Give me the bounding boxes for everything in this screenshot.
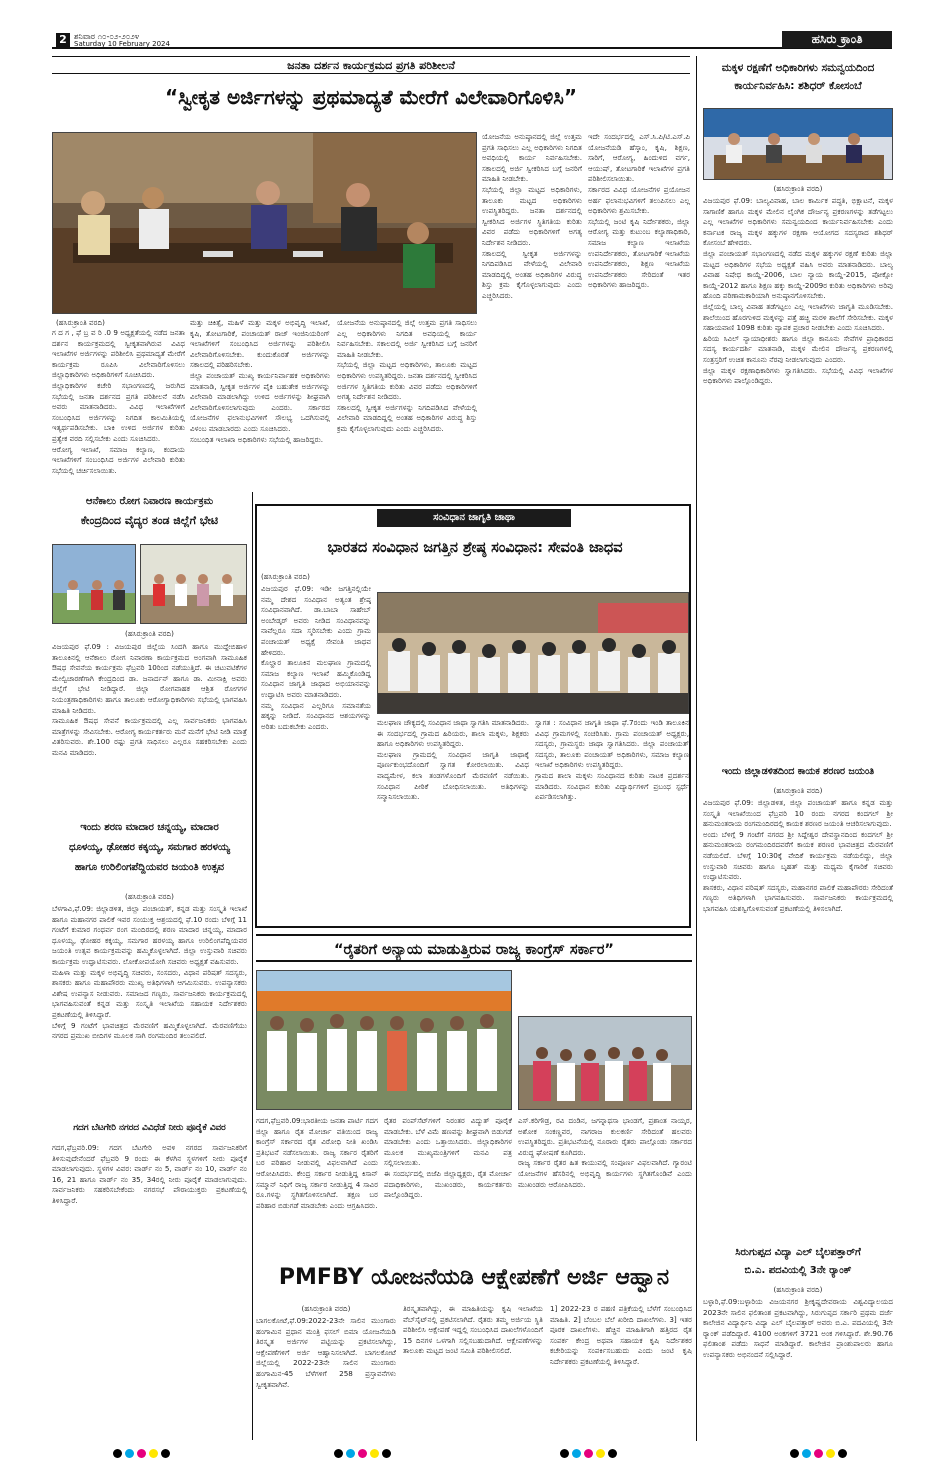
registration-dot bbox=[826, 1449, 835, 1458]
registration-dot bbox=[161, 1449, 170, 1458]
registration-dot bbox=[149, 1449, 158, 1458]
registration-dot bbox=[382, 1449, 391, 1458]
story-byline: (ಹಸಿರುಕ್ರಾಂತಿ ವರದಿ) bbox=[773, 1285, 823, 1294]
story-body: ವಿಜಯಪುರ ಫೆ.09 : ವಿಜಯಪುರ ಜಿಲ್ಲೆಯ ಸಿಂದಗಿ ಹಾಗೂ ಮುದ್ದೇಬಿಹಾಳ ತಾಲೂಕಿನಲ್ಲಿ ಆನೆಕಾಲು ರೋಗ ನಿವಾರಣಾ ಕಾರ್ಯಕ್ರಮದ ಅಂಗವಾಗಿ ಸಾಮೂಹಿಕ ಔಷಧ ಸೇವನೆಯ ಕಾರ್ಯಕ್ರಮ ಫೆಬ್ರವರಿ 10ರಿಂದ ನಡೆಯುತ್ತಿದೆ. ಈ ಚಟುವಟಿಕೆಗಳ ಮೇಲ್ವಿಚಾರಣೆಗಾಗಿ ಕೇಂದ್ರದಿಂದ ಡಾ. ಜನಾರ್ದನ್ ಹಾಗೂ ಡಾ. ಮೀನಾಕ್ಷಿ ಅವರು ಜಿಲ್ಲೆಗೆ ಭೇಟಿ ನೀಡಿದ್ದಾರೆ. ಜಿಲ್ಲಾ ರೋಗವಾಹಕ ಆಶ್ರಿತ ರೋಗಗಳ ನಿಯಂತ್ರಣಾಧಿಕಾರಿಗಳು ಹಾಗೂ ತಾಲೂಕು ಆರೋಗ್ಯಾಧಿಕಾರಿಗಳು ಸಭೆಯಲ್ಲಿ ಭಾಗವಹಿಸಿ ಮಾಹಿತಿ ನೀಡಿದರು. ಸಾಮೂಹಿಕ ಔಷಧ ಸೇವನೆ ಕಾರ್ಯಕ್ರಮದಲ್ಲಿ ಎಲ್ಲ ಸಾರ್ವಜನಿಕರು ಭಾಗವಹಿಸಿ ಮಾತ್ರೆಗಳನ್ನು ಸೇವಿಸಬೇಕು. ಆರೋಗ್ಯ ಕಾರ್ಯಕರ್ತರು ಮನೆ ಮನೆಗೆ ಭೇಟಿ ನೀಡಿ ಮಾತ್ರೆ ವಿತರಿಸುವರು. ಶೇ.100 ರಷ್ಟು ಪ್ರಗತಿ ಸಾಧಿಸಲು ಎಲ್ಲರೂ ಸಹಕರಿಸಬೇಕು ಎಂದು ಮನವಿ ಮಾಡಿದರು. bbox=[52, 642, 247, 757]
story-headline: ಕಾರ್ಯನಿರ್ವಹಿಸಿ: ಶಶಿಧರ್ ಕೋಸಂಬೆ bbox=[734, 80, 862, 92]
story-byline: (ಹಸಿರುಕ್ರಾಂತಿ ವರದಿ) bbox=[301, 1304, 351, 1313]
registration-dot bbox=[802, 1449, 811, 1458]
registration-dot bbox=[572, 1449, 581, 1458]
masthead bbox=[52, 32, 892, 49]
registration-dot bbox=[814, 1449, 823, 1458]
story-body: ವಿಜಯಪುರ ಫೆ.09: ಜಿಲ್ಲಾಡಳಿತ, ಜಿಲ್ಲಾ ಪಂಚಾಯತ್ ಹಾಗೂ ಕನ್ನಡ ಮತ್ತು ಸಂಸ್ಕೃತಿ ಇಲಾಖೆಯಿಂದ ಫೆಬ್ರವರಿ 10 ರಂದು ನಗರದ ಕಂದಗಲ್ ಶ್ರೀ ಹನುಮಂತರಾಯ ರಂಗಮಂದಿರದಲ್ಲಿ ಕಾಯಕ ಶರಣರ ಜಯಂತಿ ಆಚರಿಸಲಾಗುವುದು. ಅಂದು ಬೆಳಿಗ್ಗೆ 9 ಗಂಟೆಗೆ ನಗರದ ಶ್ರೀ ಸಿದ್ದೇಶ್ವರ ದೇವಸ್ಥಾನದಿಂದ ಕಂದಗಲ್ ಶ್ರೀ ಹನುಮಂತರಾಯ ರಂಗಮಂದಿರದವರೆಗೆ ಕಾಯಕ ಶರಣರ ಭಾವಚಿತ್ರದ ಮೆರವಣಿಗೆ ನಡೆಯಲಿದೆ. ಬೆಳಿಗ್ಗೆ 10:30ಕ್ಕೆ ವೇದಿಕೆ ಕಾರ್ಯಕ್ರಮ ನಡೆಯಲಿದ್ದು, ಜಿಲ್ಲಾ ಉಸ್ತುವಾರಿ ಸಚಿವರು ಹಾಗೂ ಬೃಹತ್ ಮತ್ತು ಮಧ್ಯಮ ಕೈಗಾರಿಕೆ ಸಚಿವರು ಉದ್ಘಾಟಿಸುವರು. ಶಾಸಕರು, ವಿಧಾನ ಪರಿಷತ್ ಸದಸ್ಯರು, ಮಹಾನಗರ ಪಾಲಿಕೆ ಮಹಾಪೌರರು ಸೇರಿದಂತೆ ಗಣ್ಯರು ಅತಿಥಿಗಳಾಗಿ ಭಾಗವಹಿಸುವರು. ಸಾರ್ವಜನಿಕರು ಕಾರ್ಯಕ್ರಮದಲ್ಲಿ ಭಾಗವಹಿಸಿ ಯಶಸ್ವಿಗೊಳಿಸುವಂತೆ ಪ್ರಕಟಣೆಯಲ್ಲಿ ತಿಳಿಸಲಾಗಿದೆ. bbox=[703, 798, 893, 913]
registration-dot bbox=[596, 1449, 605, 1458]
story-column: ಗ ದ ಗ , ಫೆ ಬ್ರ ವ ರಿ .0 9 ಅಧ್ಯಕ್ಷತೆಯಲ್ಲಿ ನಡೆದ ಜನತಾ ದರ್ಶನ ಕಾರ್ಯಕ್ರಮದಲ್ಲಿ ಸ್ವೀಕೃತವಾಗಿರುವ ವಿವಿಧ ಇಲಾಖೆಗಳ ಅರ್ಜಿಗಳನ್ನು ಪರಿಶೀಲಿಸಿ ಪ್ರಥಮಾದ್ಯತೆ ಮೇರೆಗೆ ಕಾರ್ಯಕ್ರಮ ರೂಪಿಸಿ ವಿಲೇವಾರಿಗೊಳಿಸಲು ಜಿಲ್ಲಾಧಿಕಾರಿಗಳು ಅಧಿಕಾರಿಗಳಿಗೆ ಸೂಚಿಸಿದರು. ಜಿಲ್ಲಾಧಿಕಾರಿಗಳ ಕಚೇರಿ ಸಭಾಂಗಣದಲ್ಲಿ ಜರುಗಿದ ಸಭೆಯಲ್ಲಿ ಜನತಾ ದರ್ಶನದ ಪ್ರಗತಿ ಪರಿಶೀಲನೆ ನಡೆಸಿ ಅವರು ಮಾತನಾಡಿದರು. ವಿವಿಧ ಇಲಾಖೆಗಳಿಗೆ ಸಂಬಂಧಿಸಿದ ಅರ್ಜಿಗಳನ್ನು ನಿಗದಿತ ಕಾಲಮಿತಿಯಲ್ಲಿ ಇತ್ಯರ್ಥಪಡಿಸಬೇಕು. ಬಾಕಿ ಉಳಿದ ಅರ್ಜಿಗಳ ಕುರಿತು ಪ್ರತ್ಯೇಕ ವರದಿ ಸಲ್ಲಿಸಬೇಕು ಎಂದು ಸೂಚಿಸಿದರು. ಆರೋಗ್ಯ ಇಲಾಖೆ, ಸಮಾಜ ಕಲ್ಯಾಣ, ಕಂದಾಯ ಇಲಾಖೆಗಳಿಗೆ ಸಂಬಂಧಿಸಿದ ಅರ್ಜಿಗಳ ವಿಲೇವಾರಿ ಕುರಿತು ಸಭೆಯಲ್ಲಿ ಚರ್ಚಿಸಲಾಯಿತು. bbox=[52, 328, 185, 475]
registration-dot bbox=[370, 1449, 379, 1458]
story-headline: ಸಿರುಗುಪ್ಪದ ವಿದ್ಯಾ ಎಲ್ ಬೈಲಪತ್ತಾರ್‌ಗೆ bbox=[735, 1247, 861, 1258]
story-body: ಬಳ್ಳಾರಿ,ಫೆ.09:ಬಳ್ಳಾರಿಯ ವಿಜಯನಗರ ಶ್ರೀಕೃಷ್ಣದೇವರಾಯ ವಿಶ್ವವಿದ್ಯಾಲಯದ 2023ನೇ ಸಾಲಿನ ಫಲಿತಾಂಶ ಪ್ರಕಟವಾಗಿದ್ದು, ಸಿರುಗುಪ್ಪದ ಸರ್ಕಾರಿ ಪ್ರಥಮ ದರ್ಜೆ ಕಾಲೇಜಿನ ವಿದ್ಯಾರ್ಥಿನಿ ವಿದ್ಯಾ ಎಲ್ ಬೈಲಪತ್ತಾರ್ ಅವರು ಬಿ.ಎ. ಪದವಿಯಲ್ಲಿ 3ನೇ ರ್‍ಯಾಂಕ್ ಪಡೆದಿದ್ದಾರೆ. 4100 ಅಂಕಗಳಿಗೆ 3721 ಅಂಕ ಗಳಿಸಿದ್ದಾರೆ. ಶೇ.90.76 ಫಲಿತಾಂಶ ಪಡೆದು ಸಾಧನೆ ಮಾಡಿದ್ದಾರೆ. ಕಾಲೇಜಿನ ಪ್ರಾಂಶುಪಾಲರು ಹಾಗೂ ಉಪನ್ಯಾಸಕರು ಅಭಿನಂದನೆ ಸಲ್ಲಿಸಿದ್ದಾರೆ. bbox=[703, 1297, 893, 1359]
registration-dot bbox=[346, 1449, 355, 1458]
story-headline: ಹಾಗೂ ಉರಿಲಿಂಗಪೆದ್ದಿಯವರ ಜಯಂತಿ ಉತ್ಸವ bbox=[74, 862, 225, 873]
meeting-photo bbox=[703, 108, 893, 180]
story-headline: “ಸ್ವೀಕೃತ ಅರ್ಜಿಗಳನ್ನು ಪ್ರಥಮಾದ್ಯತೆ ಮೇರೆಗೆ ವಿಲೇವಾರಿಗೊಳಿಸಿ” bbox=[164, 85, 578, 109]
story-body: ಗದಗ,ಫೆಬ್ರವರಿ.09: ಗದಗ ಬೆಟಗೇರಿ ಅವಳಿ ನಗರದ ಸಾರ್ವಜನಿಕರಿಗೆ ತಿಳಿಸುವುದೇನೆಂದರೆ ಫೆಬ್ರವರಿ 9 ರಂದು ಈ ಕೆಳಗಿನ ಸ್ಥಳಗಳಿಗೆ ನೀರು ಪೂರೈಕೆ ಮಾಡಲಾಗುವುದು. ಸ್ಥಳಗಳ ವಿವರ: ವಾರ್ಡ್ ನಂ 5, ವಾರ್ಡ್ ನಂ 10, ವಾರ್ಡ್ ನಂ 16, 21 ಹಾಗೂ ವಾರ್ಡ್ ನಂ 35, 34ರಲ್ಲಿ ನೀರು ಪೂರೈಕೆ ಮಾಡಲಾಗುವುದು. ಸಾರ್ವಜನಿಕರು ಸಹಕರಿಸಬೇಕೆಂದು ನಗರಸಭೆ ಪೌರಾಯುಕ್ತರು ಪ್ರಕಟಣೆಯಲ್ಲಿ ತಿಳಿಸಿದ್ದಾರೆ. bbox=[52, 1143, 247, 1205]
story-headline: ಇಂದು ಶರಣ ಮಾದಾರ ಚನ್ನಯ್ಯ, ಮಾದಾರ bbox=[80, 822, 219, 833]
registration-dot bbox=[334, 1449, 343, 1458]
registration-dot bbox=[358, 1449, 367, 1458]
color-registration-marks bbox=[334, 1443, 394, 1462]
team-photo bbox=[140, 544, 247, 624]
story-kayaka-sharana bbox=[703, 766, 893, 1006]
meeting-photo bbox=[52, 132, 477, 314]
story-byline: (ಹಸಿರುಕ್ರಾಂತಿ ವರದಿ) bbox=[261, 572, 310, 581]
school-children-photo bbox=[377, 592, 689, 714]
registration-dot bbox=[113, 1449, 122, 1458]
story-column: ಗದಗ,ಫೆಬ್ರವರಿ.09:ಭಾರತೀಯ ಜನತಾ ಪಾರ್ಟಿ ಗದಗ ಜಿಲ್ಲಾ ಹಾಗೂ ರೈತ ಮೋರ್ಚಾ ವತಿಯಿಂದ ರಾಜ್ಯ ಕಾಂಗ್ರೆಸ್ ಸರ್ಕಾರದ ರೈತ ವಿರೋಧಿ ನೀತಿ ಖಂಡಿಸಿ ಪ್ರತಿಭಟನೆ ನಡೆಸಲಾಯಿತು. ರಾಜ್ಯ ಸರ್ಕಾರ ರೈತರಿಗೆ ಬರ ಪರಿಹಾರ ನೀಡುವಲ್ಲಿ ವಿಫಲವಾಗಿದೆ ಎಂದು ಆರೋಪಿಸಿದರು. ಕೇಂದ್ರ ಸರ್ಕಾರ ನೀಡುತ್ತಿದ್ದ ಕಿಸಾನ್ ಸಮ್ಮಾನ್ ನಿಧಿಗೆ ರಾಜ್ಯ ಸರ್ಕಾರ ನೀಡುತ್ತಿದ್ದ 4 ಸಾವಿರ ರೂ.ಗಳನ್ನು ಸ್ಥಗಿತಗೊಳಿಸಲಾಗಿದೆ. ತಕ್ಷಣ ಬರ ಪರಿಹಾರ ಬಿಡುಗಡೆ ಮಾಡಬೇಕು ಎಂದು ಆಗ್ರಹಿಸಿದರು. bbox=[256, 1116, 378, 1210]
registration-dot bbox=[125, 1449, 134, 1458]
story-headline: ಬಿ.ಎ. ಪದವಿಯಲ್ಲಿ 3ನೇ ರ್‍ಯಾಂಕ್ bbox=[744, 1265, 852, 1276]
story-column: 1] 2022-23 ರ ಪಹಣಿ ಪತ್ರಿಕೆಯಲ್ಲಿ ಬೆಳೆಗೆ ಸಂಬಂಧಿಸಿದ ಮಾಹಿತಿ. 2] ಬೆಂಬಲ ಬೆಲೆ ಖರೀದಿ ದಾಖಲೆಗಳು. 3] ಇತರ ಪೂರಕ ದಾಖಲೆಗಳು. ಹೆಚ್ಚಿನ ಮಾಹಿತಿಗಾಗಿ ಹತ್ತಿರದ ರೈತ ಸಂಪರ್ಕ ಕೇಂದ್ರ ಅಥವಾ ಸಹಾಯಕ ಕೃಷಿ ನಿರ್ದೇಶಕರ ಕಚೇರಿಯನ್ನು ಸಂಪರ್ಕಿಸಬಹುದು ಎಂದು ಜಂಟಿ ಕೃಷಿ ನಿರ್ದೇಶಕರು ಪ್ರಕಟಣೆಯಲ್ಲಿ ತಿಳಿಸಿದ್ದಾರೆ. bbox=[550, 1304, 692, 1366]
story-column: ಇದೇ ಸಂದರ್ಭದಲ್ಲಿ ಎಸ್.ಸಿ.ಪಿ/ಟಿ.ಎಸ್.ಪಿ ಯೋಜನೆಯಡಿ ಹೆಸ್ಕಾಂ, ಕೃಷಿ, ಶಿಕ್ಷಣ, ಸಾರಿಗೆ, ಆರೋಗ್ಯ, ಹಿಂದುಳಿದ ವರ್ಗ, ಆಯುಷ್, ತೋಟಗಾರಿಕೆ ಇಲಾಖೆಗಳ ಪ್ರಗತಿ ಪರಿಶೀಲಿಸಲಾಯಿತು. ಸರ್ಕಾರದ ವಿವಿಧ ಯೋಜನೆಗಳ ಪ್ರಯೋಜನ ಅರ್ಹ ಫಲಾನುಭವಿಗಳಿಗೆ ತಲುಪಿಸಲು ಎಲ್ಲ ಅಧಿಕಾರಿಗಳು ಶ್ರಮಿಸಬೇಕು. ಸಭೆಯಲ್ಲಿ ಜಂಟಿ ಕೃಷಿ ನಿರ್ದೇಶಕರು, ಜಿಲ್ಲಾ ಆರೋಗ್ಯ ಮತ್ತು ಕುಟುಂಬ ಕಲ್ಯಾಣಾಧಿಕಾರಿ, ಸಮಾಜ ಕಲ್ಯಾಣ ಇಲಾಖೆಯ ಉಪನಿರ್ದೇಶಕರು, ತೋಟಗಾರಿಕೆ ಇಲಾಖೆಯ ಉಪನಿರ್ದೇಶಕರು, ಶಿಕ್ಷಣ ಇಲಾಖೆಯ ಉಪನಿರ್ದೇಶಕರು ಸೇರಿದಂತೆ ಇತರ ಅಧಿಕಾರಿಗಳು ಹಾಜರಿದ್ದರು. bbox=[588, 132, 690, 290]
team-photo bbox=[52, 544, 136, 624]
story-kicker: ಸಂವಿಧಾನ ಜಾಗೃತಿ ಜಾಥಾ bbox=[377, 509, 571, 527]
story-filaria bbox=[52, 496, 247, 806]
story-headline: ಧೂಳಯ್ಯ, ಢೋಹರ ಕಕ್ಕಯ್ಯ, ಸಮಗಾರ ಹರಳಯ್ಯ bbox=[69, 842, 230, 853]
story-jayanti bbox=[52, 822, 247, 1118]
page-number: 2 bbox=[56, 33, 70, 47]
story-headline: ಮಕ್ಕಳ ರಕ್ಷಣೆಗೆ ಅಧಿಕಾರಿಗಳು ಸಮನ್ವಯದಿಂದ bbox=[721, 62, 875, 74]
story-water-supply bbox=[52, 1123, 247, 1439]
protest-photo bbox=[518, 1016, 692, 1110]
registration-dot bbox=[790, 1449, 799, 1458]
story-constitution bbox=[255, 504, 691, 928]
registration-dot bbox=[560, 1449, 569, 1458]
story-headline: “ರೈತರಿಗೆ ಅನ್ಯಾಯ ಮಾಡುತ್ತಿರುವ ರಾಜ್ಯ ಕಾಂಗ್ರೆಸ್ ಸರ್ಕಾರ” bbox=[256, 934, 692, 962]
story-headline: ಆನೆಕಾಲು ರೋಗ ನಿವಾರಣ ಕಾರ್ಯಕ್ರಮ bbox=[85, 496, 214, 507]
registration-dot bbox=[584, 1449, 593, 1458]
story-column: ಮಲಘಾಣ ಚೌಕ್ಯದಲ್ಲಿ ಸಂವಿಧಾನ ಜಾಥಾ ಸ್ವಾಗತಿಸಿ ಮಾತನಾಡಿದರು. ಈ ಸಂದರ್ಭದಲ್ಲಿ ಗ್ರಾಮದ ಹಿರಿಯರು, ಶಾಲಾ ಮಕ್ಕಳು, ಶಿಕ್ಷಕರು ಹಾಗೂ ಅಧಿಕಾರಿಗಳು ಉಪಸ್ಥಿತರಿದ್ದರು. ಮಲಘಾಣ ಗ್ರಾಮದಲ್ಲಿ ಸಂವಿಧಾನ ಜಾಗೃತಿ ಜಾಥಾಕ್ಕೆ ಪೂರ್ಣಕುಂಭದೊಂದಿಗೆ ಸ್ವಾಗತ ಕೋರಲಾಯಿತು. ವಿವಿಧ ವಾದ್ಯಮೇಳ, ಕಲಾ ತಂಡಗಳೊಂದಿಗೆ ಮೆರವಣಿಗೆ ನಡೆಯಿತು. ಸಂವಿಧಾನ ಪೀಠಿಕೆ ಬೋಧಿಸಲಾಯಿತು. ಅತಿಥಿಗಳನ್ನು ಸನ್ಮಾನಿಸಲಾಯಿತು. bbox=[377, 718, 529, 802]
story-body: ವಿಜಯಪುರ ಫೆ.09: ಬಾಲ್ಯವಿವಾಹ, ಬಾಲ ಕಾರ್ಮಿಕ ಪದ್ಧತಿ, ಭಿಕ್ಷಾಟನೆ, ಮಕ್ಕಳ ಸಾಗಾಣಿಕೆ ಹಾಗೂ ಮಕ್ಕಳ ಮೇಲಿನ ಲೈಂಗಿಕ ದೌರ್ಜನ್ಯ ಪ್ರಕರಣಗಳನ್ನು ತಡೆಗಟ್ಟಲು ಎಲ್ಲ ಇಲಾಖೆಗಳ ಅಧಿಕಾರಿಗಳು ಸಮನ್ವಯದಿಂದ ಕಾರ್ಯನಿರ್ವಹಿಸಬೇಕು ಎಂದು ಕರ್ನಾಟಕ ರಾಜ್ಯ ಮಕ್ಕಳ ಹಕ್ಕುಗಳ ರಕ್ಷಣಾ ಆಯೋಗದ ಸದಸ್ಯರಾದ ಶಶಿಧರ್ ಕೋಸಂಬೆ ಹೇಳಿದರು. ಜಿಲ್ಲಾ ಪಂಚಾಯತ್ ಸಭಾಂಗಣದಲ್ಲಿ ನಡೆದ ಮಕ್ಕಳ ಹಕ್ಕುಗಳ ರಕ್ಷಣೆ ಕುರಿತು ಜಿಲ್ಲಾ ಮಟ್ಟದ ಅಧಿಕಾರಿಗಳ ಸಭೆಯ ಅಧ್ಯಕ್ಷತೆ ವಹಿಸಿ ಅವರು ಮಾತನಾಡಿದರು. ಬಾಲ್ಯ ವಿವಾಹ ನಿಷೇಧ ಕಾಯ್ದೆ-2006, ಬಾಲ ನ್ಯಾಯ ಕಾಯ್ದೆ-2015, ಪೋಕ್ಸೋ ಕಾಯ್ದೆ-2012 ಹಾಗೂ ಶಿಕ್ಷಣ ಹಕ್ಕು ಕಾಯ್ದೆ-2009ರ ಕುರಿತು ಅಧಿಕಾರಿಗಳು ಅರಿವು ಹೊಂದಿ ಪರಿಣಾಮಕಾರಿಯಾಗಿ ಅನುಷ್ಠಾನಗೊಳಿಸಬೇಕು. ಜಿಲ್ಲೆಯಲ್ಲಿ ಬಾಲ್ಯ ವಿವಾಹ ತಡೆಗಟ್ಟಲು ಎಲ್ಲ ಇಲಾಖೆಗಳು ಜಾಗೃತಿ ಮೂಡಿಸಬೇಕು. ಶಾಲೆಯಿಂದ ಹೊರಗುಳಿದ ಮಕ್ಕಳನ್ನು ಪತ್ತೆ ಹಚ್ಚಿ ಮರಳಿ ಶಾಲೆಗೆ ಸೇರಿಸಬೇಕು. ಮಕ್ಕಳ ಸಹಾಯವಾಣಿ 1098 ಕುರಿತು ವ್ಯಾಪಕ ಪ್ರಚಾರ ನೀಡಬೇಕು ಎಂದು ಸೂಚಿಸಿದರು. ಹಿರಿಯ ಸಿವಿಲ್ ನ್ಯಾಯಾಧೀಶರು ಹಾಗೂ ಜಿಲ್ಲಾ ಕಾನೂನು ಸೇವೆಗಳ ಪ್ರಾಧಿಕಾರದ ಸದಸ್ಯ ಕಾರ್ಯದರ್ಶಿ ಮಾತನಾಡಿ, ಮಕ್ಕಳ ಮೇಲಿನ ದೌರ್ಜನ್ಯ ಪ್ರಕರಣಗಳಲ್ಲಿ ಸಂತ್ರಸ್ತರಿಗೆ ಉಚಿತ ಕಾನೂನು ನೆರವು ನೀಡಲಾಗುವುದು ಎಂದರು. ಜಿಲ್ಲಾ ಮಕ್ಕಳ ರಕ್ಷಣಾಧಿಕಾರಿಗಳು ಸ್ವಾಗತಿಸಿದರು. ಸಭೆಯಲ್ಲಿ ವಿವಿಧ ಇಲಾಖೆಗಳ ಅಧಿಕಾರಿಗಳು ಪಾಲ್ಗೊಂಡಿದ್ದರು. bbox=[703, 196, 893, 386]
newspaper-title: ಹಸಿರು ಕ್ರಾಂತಿ bbox=[782, 31, 892, 48]
color-registration-marks bbox=[560, 1443, 620, 1462]
column-divider bbox=[696, 56, 697, 1441]
story-byline: (ಹಸಿರುಕ್ರಾಂತಿ ವರದಿ) bbox=[773, 184, 823, 193]
story-farmers-protest bbox=[256, 934, 692, 1252]
registration-dot bbox=[608, 1449, 617, 1458]
date-english: Saturday 10 February 2024 bbox=[74, 40, 170, 48]
story-column: ಬಾಗಲಕೋಟೆ,ಫೆ.09:2022-23ನೇ ಸಾಲಿನ ಮುಂಗಾರು ಹಂಗಾಮಿನ ಪ್ರಧಾನ ಮಂತ್ರಿ ಫಸಲ್ ಬಿಮಾ ಯೋಜನೆಯಡಿ ತಿರಸ್ಕೃತ ಅರ್ಜಿಗಳ ಪಟ್ಟಿಯನ್ನು ಪ್ರಕಟಿಸಲಾಗಿದ್ದು, ಆಕ್ಷೇಪಣೆಗಳಿಗೆ ಅರ್ಜಿ ಆಹ್ವಾನಿಸಲಾಗಿದೆ. ಬಾಗಲಕೋಟೆ ಜಿಲ್ಲೆಯಲ್ಲಿ 2022-23ನೇ ಸಾಲಿನ ಮುಂಗಾರು ಹಂಗಾಮಿನ-45 ಬೆಳೆಗಳಿಗೆ 258 ಪ್ರಸ್ತಾವನೆಗಳು ಸ್ವೀಕೃತವಾಗಿವೆ. bbox=[256, 1316, 396, 1389]
story-column: ವಿಜಯಪುರ ಫೆ.09: ಇಡೀ ಜಗತ್ತಿನಲ್ಲಿಯೇ ನಮ್ಮ ದೇಶದ ಸಂವಿಧಾನ ಅತ್ಯಂತ ಶ್ರೇಷ್ಠ ಸಂವಿಧಾನವಾಗಿದೆ. ಡಾ.ಬಾಬಾ ಸಾಹೇಬ್ ಅಂಬೇಡ್ಕರ್ ಅವರು ನೀಡಿದ ಸಂವಿಧಾನವನ್ನು ನಾವೆಲ್ಲರೂ ಸದಾ ಸ್ಮರಿಸಬೇಕು ಎಂದು ಗ್ರಾಮ ಪಂಚಾಯತ್ ಅಧ್ಯಕ್ಷೆ ಸೇವಂತಿ ಜಾಧವ ಹೇಳಿದರು. ಕೊಲ್ಹಾರ ತಾಲೂಕಿನ ಮಲಘಾಣ ಗ್ರಾಮದಲ್ಲಿ ಸಮಾಜ ಕಲ್ಯಾಣ ಇಲಾಖೆ ಹಮ್ಮಿಕೊಂಡಿದ್ದ ಸಂವಿಧಾನ ಜಾಗೃತಿ ಜಾಥಾದ ಅಭಿಯಾನವನ್ನು ಉದ್ಘಾಟಿಸಿ ಅವರು ಮಾತನಾಡಿದರು. ನಮ್ಮ ಸಂವಿಧಾನ ಎಲ್ಲರಿಗೂ ಸಮಾನತೆಯ ಹಕ್ಕನ್ನು ನೀಡಿದೆ. ಸಂವಿಧಾನದ ಆಶಯಗಳನ್ನು ಅರಿತು ಬದುಕಬೇಕು ಎಂದರು. bbox=[261, 584, 371, 731]
protest-photo bbox=[256, 970, 512, 1110]
story-column: ಯೋಜನೆಯ ಅನುಷ್ಠಾನದಲ್ಲಿ ಜಿಲ್ಲೆ ಉತ್ತಮ ಪ್ರಗತಿ ಸಾಧಿಸಲು ಎಲ್ಲ ಅಧಿಕಾರಿಗಳು ನಿಗದಿತ ಅವಧಿಯಲ್ಲಿ ಕಾರ್ಯ ನಿರ್ವಹಿಸಬೇಕು. ಸಕಾಲದಲ್ಲಿ ಅರ್ಜಿ ಸ್ವೀಕರಿಸಿದ ಬಗ್ಗೆ ಜನರಿಗೆ ಮಾಹಿತಿ ನೀಡಬೇಕು. ಸಭೆಯಲ್ಲಿ ಜಿಲ್ಲಾ ಮಟ್ಟದ ಅಧಿಕಾರಿಗಳು, ತಾಲೂಕು ಮಟ್ಟದ ಅಧಿಕಾರಿಗಳು ಉಪಸ್ಥಿತರಿದ್ದರು. ಜನತಾ ದರ್ಶನದಲ್ಲಿ ಸ್ವೀಕರಿಸಿದ ಅರ್ಜಿಗಳ ಸ್ಥಿತಿಗತಿಯ ಕುರಿತು ವಿವರ ಪಡೆದು ಅಧಿಕಾರಿಗಳಿಗೆ ಅಗತ್ಯ ನಿರ್ದೇಶನ ನೀಡಿದರು. ಸಕಾಲದಲ್ಲಿ ಸ್ವೀಕೃತ ಅರ್ಜಿಗಳನ್ನು ನಿಗದಿಪಡಿಸಿದ ವೇಳೆಯಲ್ಲಿ ವಿಲೇವಾರಿ ಮಾಡದಿದ್ದಲ್ಲಿ ಅಂತಹ ಅಧಿಕಾರಿಗಳ ವಿರುದ್ಧ ಶಿಸ್ತು ಕ್ರಮ ಕೈಗೊಳ್ಳಲಾಗುವುದು ಎಂದು ಎಚ್ಚರಿಸಿದರು. bbox=[337, 318, 477, 433]
story-column: ಯೋಜನೆಯ ಅನುಷ್ಠಾನದಲ್ಲಿ ಜಿಲ್ಲೆ ಉತ್ತಮ ಪ್ರಗತಿ ಸಾಧಿಸಲು ಎಲ್ಲ ಅಧಿಕಾರಿಗಳು ನಿಗದಿತ ಅವಧಿಯಲ್ಲಿ ಕಾರ್ಯ ನಿರ್ವಹಿಸಬೇಕು. ಸಕಾಲದಲ್ಲಿ ಅರ್ಜಿ ಸ್ವೀಕರಿಸಿದ ಬಗ್ಗೆ ಜನರಿಗೆ ಮಾಹಿತಿ ನೀಡಬೇಕು. ಸಭೆಯಲ್ಲಿ ಜಿಲ್ಲಾ ಮಟ್ಟದ ಅಧಿಕಾರಿಗಳು, ತಾಲೂಕು ಮಟ್ಟದ ಅಧಿಕಾರಿಗಳು ಉಪಸ್ಥಿತರಿದ್ದರು. ಜನತಾ ದರ್ಶನದಲ್ಲಿ ಸ್ವೀಕರಿಸಿದ ಅರ್ಜಿಗಳ ಸ್ಥಿತಿಗತಿಯ ಕುರಿತು ವಿವರ ಪಡೆದು ಅಧಿಕಾರಿಗಳಿಗೆ ಅಗತ್ಯ ನಿರ್ದೇಶನ ನೀಡಿದರು. ಸಕಾಲದಲ್ಲಿ ಸ್ವೀಕೃತ ಅರ್ಜಿಗಳನ್ನು ನಿಗದಿಪಡಿಸಿದ ವೇಳೆಯಲ್ಲಿ ವಿಲೇವಾರಿ ಮಾಡದಿದ್ದಲ್ಲಿ ಅಂತಹ ಅಧಿಕಾರಿಗಳ ವಿರುದ್ಧ ಶಿಸ್ತು ಕ್ರಮ ಕೈಗೊಳ್ಳಲಾಗುವುದು ಎಂದು ಎಚ್ಚರಿಸಿದರು. bbox=[482, 132, 582, 300]
story-column: ಸ್ವಾಗತ : ಸಂವಿಧಾನ ಜಾಗೃತಿ ಜಾಥಾ ಫೆ.7ರಂದು ಇಂಡಿ ತಾಲೂಕಿನ ವಿವಿಧ ಗ್ರಾಮಗಳಲ್ಲಿ ಸಂಚರಿಸಿತು. ಗ್ರಾಮ ಪಂಚಾಯತ್ ಅಧ್ಯಕ್ಷರು, ಸದಸ್ಯರು, ಗ್ರಾಮಸ್ಥರು ಜಾಥಾ ಸ್ವಾಗತಿಸಿದರು. ಜಿಲ್ಲಾ ಪಂಚಾಯತ್ ಸದಸ್ಯರು, ತಾಲೂಕು ಪಂಚಾಯತ್ ಅಧಿಕಾರಿಗಳು, ಸಮಾಜ ಕಲ್ಯಾಣ ಇಲಾಖೆ ಅಧಿಕಾರಿಗಳು ಉಪಸ್ಥಿತರಿದ್ದರು. ಗ್ರಾಮದ ಶಾಲಾ ಮಕ್ಕಳು ಸಂವಿಧಾನದ ಕುರಿತು ನಾಟಕ ಪ್ರದರ್ಶನ ಮಾಡಿದರು. ಸಂವಿಧಾನ ಕುರಿತು ವಿದ್ಯಾರ್ಥಿಗಳಿಗೆ ಪ್ರಬಂಧ ಸ್ಪರ್ಧೆ ಏರ್ಪಡಿಸಲಾಗಿತ್ತು. bbox=[535, 718, 689, 802]
column-divider bbox=[252, 492, 253, 1440]
story-headline: ಗದಗ ಬೆಟಗೇರಿ ನಗರದ ವಿವಿಧೆಡೆ ನೀರು ಪೂರೈಕೆ ವಿವರ bbox=[73, 1123, 226, 1133]
story-child-protection bbox=[703, 62, 893, 742]
story-byline: (ಹಸಿರುಕ್ರಾಂತಿ ವರದಿ) bbox=[125, 629, 174, 638]
color-registration-marks bbox=[790, 1443, 850, 1462]
story-byline: (ಹಸಿರುಕ್ರಾಂತಿ ವರದಿ) bbox=[125, 892, 174, 901]
story-column: ತಿರಸ್ಕೃತವಾಗಿದ್ದು, ಈ ಮಾಹಿತಿಯನ್ನು ಕೃಷಿ ಇಲಾಖೆಯ ವೆಬ್‌ಸೈಟ್‌ನಲ್ಲಿ ಪ್ರಕಟಿಸಲಾಗಿದೆ. ರೈತರು ತಮ್ಮ ಅರ್ಜಿಯ ಸ್ಥಿತಿ ಪರಿಶೀಲಿಸಿ ಆಕ್ಷೇಪಣೆ ಇದ್ದಲ್ಲಿ ಸಂಬಂಧಿಸಿದ ದಾಖಲೆಗಳೊಂದಿಗೆ 15 ದಿನಗಳ ಒಳಗಾಗಿ ಸಲ್ಲಿಸಬಹುದಾಗಿದೆ. ಆಕ್ಷೇಪಣೆಗಳನ್ನು ತಾಲೂಕು ಮಟ್ಟದ ಜಂಟಿ ಸಮಿತಿ ಪರಿಶೀಲಿಸಲಿದೆ. bbox=[403, 1304, 543, 1356]
story-headline: ಭಾರತದ ಸಂವಿಧಾನ ಜಗತ್ತಿನ ಶ್ರೇಷ್ಠ ಸಂವಿಧಾನ: ಸೇವಂತಿ ಜಾಧವ bbox=[327, 540, 623, 556]
color-registration-marks bbox=[113, 1443, 173, 1462]
story-headline: ಕೇಂದ್ರದಿಂದ ವೈದ್ಯರ ತಂಡ ಜಿಲ್ಲೆಗೆ ಭೇಟಿ bbox=[80, 514, 219, 527]
story-body: ಬೆಳಗಾವಿ,ಫೆ.09: ಜಿಲ್ಲಾಡಳಿತ, ಜಿಲ್ಲಾ ಪಂಚಾಯತ್, ಕನ್ನಡ ಮತ್ತು ಸಂಸ್ಕೃತಿ ಇಲಾಖೆ ಹಾಗೂ ಮಹಾನಗರ ಪಾಲಿಕೆ ಇವರ ಸಂಯುಕ್ತ ಆಶ್ರಯದಲ್ಲಿ ಫೆ.10 ರಂದು ಬೆಳಿಗ್ಗೆ 11 ಗಂಟೆಗೆ ಕುಮಾರ ಗಂಧರ್ವ ರಂಗ ಮಂದಿರದಲ್ಲಿ ಶರಣ ಮಾದಾರ ಚನ್ನಯ್ಯ, ಮಾದಾರ ಧೂಳಯ್ಯ, ಢೋಹರ ಕಕ್ಕಯ್ಯ, ಸಮಗಾರ ಹರಳಯ್ಯ ಹಾಗೂ ಉರಿಲಿಂಗಪೆದ್ದಿಯವರ ಜಯಂತಿ ಉತ್ಸವ ಕಾರ್ಯಕ್ರಮವನ್ನು ಹಮ್ಮಿಕೊಳ್ಳಲಾಗಿದೆ. ಜಿಲ್ಲಾ ಉಸ್ತುವಾರಿ ಸಚಿವರು ಕಾರ್ಯಕ್ರಮ ಉದ್ಘಾಟಿಸುವರು. ಲೋಕೋಪಯೋಗಿ ಸಚಿವರು ಅಧ್ಯಕ್ಷತೆ ವಹಿಸುವರು. ಮಹಿಳಾ ಮತ್ತು ಮಕ್ಕಳ ಅಭಿವೃದ್ಧಿ ಸಚಿವರು, ಸಂಸದರು, ವಿಧಾನ ಪರಿಷತ್ ಸದಸ್ಯರು, ಶಾಸಕರು ಹಾಗೂ ಮಹಾಪೌರರು ಮುಖ್ಯ ಅತಿಥಿಗಳಾಗಿ ಆಗಮಿಸುವರು. ಉಪನ್ಯಾಸಕರು ವಿಶೇಷ ಉಪನ್ಯಾಸ ನೀಡುವರು. ಸಮಾಜದ ಗಣ್ಯರು, ಸಾರ್ವಜನಿಕರು ಕಾರ್ಯಕ್ರಮದಲ್ಲಿ ಭಾಗವಹಿಸುವಂತೆ ಕನ್ನಡ ಮತ್ತು ಸಂಸ್ಕೃತಿ ಇಲಾಖೆಯ ಸಹಾಯಕ ನಿರ್ದೇಶಕರು ಪ್ರಕಟಣೆಯಲ್ಲಿ ತಿಳಿಸಿದ್ದಾರೆ. ಬೆಳಿಗ್ಗೆ 9 ಗಂಟೆಗೆ ಭಾವಚಿತ್ರದ ಮೆರವಣಿಗೆ ಹಮ್ಮಿಕೊಳ್ಳಲಾಗಿದೆ. ಮೆರವಣಿಗೆಯು ನಗರದ ಪ್ರಮುಖ ಬೀದಿಗಳ ಮೂಲಕ ಸಾಗಿ ರಂಗಮಂದಿರ ತಲುಪಲಿದೆ. bbox=[52, 904, 247, 1041]
story-headline: PMFBY ಯೋಜನೆಯಡಿ ಆಕ್ಷೇಪಣೆಗೆ ಅರ್ಜಿ ಆಹ್ವಾನ bbox=[278, 1265, 670, 1290]
story-column: ರೈತರ ಪಂಪ್‌ಸೆಟ್‌ಗಳಿಗೆ ನಿರಂತರ ವಿದ್ಯುತ್ ಪೂರೈಕೆ ಮಾಡಬೇಕು. ಬೆಳೆ ವಿಮೆ ಹಣವನ್ನು ಶೀಘ್ರವಾಗಿ ಬಿಡುಗಡೆ ಮಾಡಬೇಕು ಎಂದು ಒತ್ತಾಯಿಸಿದರು. ಜಿಲ್ಲಾಧಿಕಾರಿಗಳ ಮೂಲಕ ಮುಖ್ಯಮಂತ್ರಿಗಳಿಗೆ ಮನವಿ ಪತ್ರ ಸಲ್ಲಿಸಲಾಯಿತು. ಈ ಸಂದರ್ಭದಲ್ಲಿ ಬಿಜೆಪಿ ಜಿಲ್ಲಾಧ್ಯಕ್ಷರು, ರೈತ ಮೋರ್ಚಾ ಪದಾಧಿಕಾರಿಗಳು, ಮುಖಂಡರು, ಕಾರ್ಯಕರ್ತರು ಪಾಲ್ಗೊಂಡಿದ್ದರು. bbox=[384, 1116, 512, 1200]
story-column: ಎಸ್.ಕರಿಗೌಡ್ರ, ರವಿ ದಂಡಿನ, ಜಗನ್ನಾಥಸಾ ಭಾಂಡಗೆ, ಪ್ರಶಾಂತ ನಾಯ್ಕರ, ಅಶೋಕ ಸಂಕಣ್ಣವರ, ನಾಗರಾಜ ಕುಲಕರ್ಣಿ ಸೇರಿದಂತೆ ಹಲವರು ಉಪಸ್ಥಿತರಿದ್ದರು. ಪ್ರತಿಭಟನೆಯಲ್ಲಿ ನೂರಾರು ರೈತರು ಪಾಲ್ಗೊಂಡು ಸರ್ಕಾರದ ವಿರುದ್ಧ ಘೋಷಣೆ ಕೂಗಿದರು. ರಾಜ್ಯ ಸರ್ಕಾರ ರೈತರ ಹಿತ ಕಾಯುವಲ್ಲಿ ಸಂಪೂರ್ಣ ವಿಫಲವಾಗಿದೆ. ಗ್ಯಾರಂಟಿ ಯೋಜನೆಗಳ ಹೆಸರಿನಲ್ಲಿ ಅಭಿವೃದ್ಧಿ ಕಾರ್ಯಗಳು ಸ್ಥಗಿತಗೊಂಡಿವೆ ಎಂದು ಮುಖಂಡರು ಆರೋಪಿಸಿದರು. bbox=[518, 1116, 692, 1189]
story-byline: (ಹಸಿರುಕ್ರಾಂತಿ ವರದಿ) bbox=[773, 786, 823, 795]
registration-dot bbox=[137, 1449, 146, 1458]
registration-dot bbox=[838, 1449, 847, 1458]
story-headline: ಇಂದು ಜಿಲ್ಲಾಡಳಿತದಿಂದ ಕಾಯಕ ಶರಣರ ಜಯಂತಿ bbox=[721, 766, 875, 777]
story-byline: (ಹಸಿರುಕ್ರಾಂತಿ ವರದಿ) bbox=[56, 318, 105, 327]
story-rank bbox=[703, 1247, 893, 1437]
story-kicker: ಜನತಾ ದರ್ಶನ ಕಾರ್ಯಕ್ರಮದ ಪ್ರಗತಿ ಪರಿಶೀಲನೆ bbox=[52, 56, 690, 74]
story-column: ಮತ್ತು ಚಿಕಿತ್ಸೆ, ಮಹಿಳೆ ಮತ್ತು ಮಕ್ಕಳ ಅಭಿವೃದ್ಧಿ ಇಲಾಖೆ, ಕೃಷಿ, ತೋಟಗಾರಿಕೆ, ಪಂಚಾಯತ್ ರಾಜ್ ಇಂಜಿನಿಯರಿಂಗ್ ಇಲಾಖೆಗಳಿಗೆ ಸಂಬಂಧಿಸಿದ ಅರ್ಜಿಗಳನ್ನು ಪರಿಶೀಲಿಸಿ ವಿಲೇವಾರಿಗೊಳಿಸಬೇಕು. ಕುಂದುಕೊರತೆ ಅರ್ಜಿಗಳನ್ನು ಸಕಾಲದಲ್ಲಿ ಪರಿಹರಿಸಬೇಕು. ಜಿಲ್ಲಾ ಪಂಚಾಯತ್ ಮುಖ್ಯ ಕಾರ್ಯನಿರ್ವಾಹಕ ಅಧಿಕಾರಿಗಳು ಮಾತನಾಡಿ, ಸ್ವೀಕೃತ ಅರ್ಜಿಗಳ ಪೈಕಿ ಬಹುತೇಕ ಅರ್ಜಿಗಳನ್ನು ವಿಲೇವಾರಿ ಮಾಡಲಾಗಿದ್ದು ಉಳಿದ ಅರ್ಜಿಗಳನ್ನು ಶೀಘ್ರವಾಗಿ ವಿಲೇವಾರಿಗೊಳಿಸಲಾಗುವುದು ಎಂದರು. ಸರ್ಕಾರದ ಯೋಜನೆಗಳ ಫಲಾನುಭವಿಗಳಿಗೆ ಸೌಲಭ್ಯ ಒದಗಿಸುವಲ್ಲಿ ವಿಳಂಬ ಮಾಡಬಾರದು ಎಂದು ಸೂಚಿಸಿದರು. ಸಂಬಂಧಿತ ಇಲಾಖಾ ಅಧಿಕಾರಿಗಳು ಸಭೆಯಲ್ಲಿ ಹಾಜರಿದ್ದರು. bbox=[190, 318, 330, 444]
story-pmfby bbox=[256, 1260, 692, 1440]
date-kannada: ಶನಿವಾರ ೧೦-೦೨-೨೦೨೪ bbox=[74, 32, 140, 41]
